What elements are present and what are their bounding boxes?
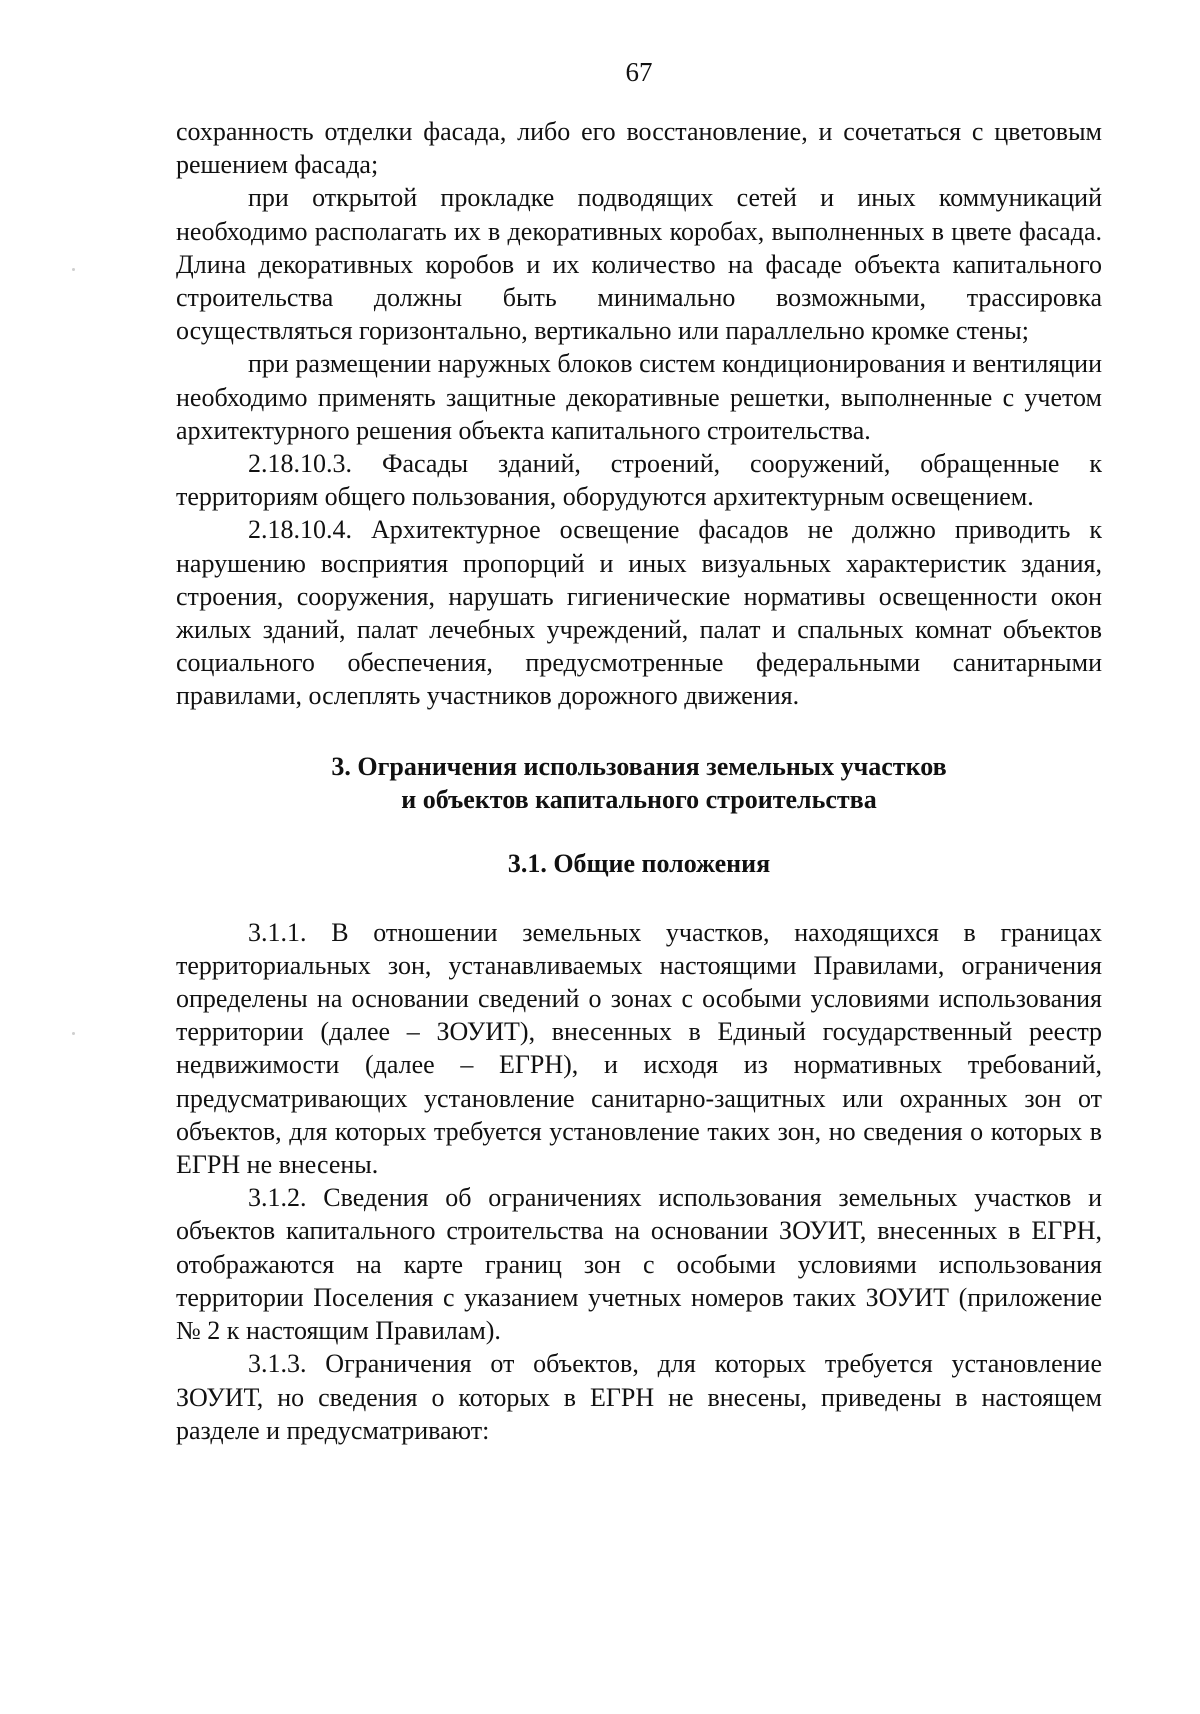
section-heading [176,750,1102,816]
paragraph-2-18-10-3: 2.18.10.3. Фасады зданий, строений, сооружений, обращенные к территориям общего пользования, оборудуются архитектурным освещением. [176,449,1102,512]
spacer [176,713,1102,750]
subsection-heading: 3.1. Общие положения [507,848,771,878]
page-number: 67 [625,57,653,87]
section-heading-line-1: 3. Ограничения использования земельных участков [331,751,947,781]
paragraph-networks: при открытой прокладке подводящих сетей и иных коммуникаций необходимо располагать их в декоративных коробах, выполненных в цвете фасада. Длина декоративных коробов и их количество на фасаде объекта капитального строительства должны быть минимально возможными, трассировка осуществляться горизонтально, вертикально или параллельно кромке стены; [176,183,1102,346]
paragraph-3-1-1: 3.1.1. В отношении земельных участков, находящихся в границах территориальных зон, устанавливаемых настоящими Правилами, ограничения определены на основании сведений о зонах с особыми условиями использования территории (далее – ЗОУИТ), внесенных в Единый государственный реестр недвижимости (далее – ЕГРН), и исходя из нормативных требований, предусматривающих установление санитарно-защитных или охранных зон от объектов, для которых требуется установление таких зон, но сведения о которых в ЕГРН не внесены. [176,917,1102,1180]
document-body [176,115,1102,1447]
section-heading-line-2: и объектов капитального строительства [401,784,877,814]
scan-speck [72,268,75,271]
paragraph-facade-finish: сохранность отделки фасада, либо его восстановление, и сочетаться с цветовым решением фасада; [176,117,1102,180]
paragraph-air-conditioning: при размещении наружных блоков систем кондиционирования и вентиляции необходимо применять защитные декоративные решетки, выполненные с учетом архитектурного решения объекта капитального строительства. [176,349,1102,445]
spacer [176,816,1102,847]
paragraph-3-1-2: 3.1.2. Сведения об ограничениях использования земельных участков и объектов капитального строительства на основании ЗОУИТ, внесенных в ЕГРН, отображаются на карте границ зон с особыми условиями использования территории Поселения с указанием учетных номеров таких ЗОУИТ (приложение № 2 к настоящим Правилам). [176,1183,1102,1346]
paragraph-3-1-3: 3.1.3. Ограничения от объектов, для которых требуется установление ЗОУИТ, но сведения о которых в ЕГРН не внесены, приведены в настоящем разделе и предусматривают: [176,1349,1102,1445]
spacer [176,880,1102,916]
paragraph-2-18-10-4: 2.18.10.4. Архитектурное освещение фасадов не должно приводить к нарушению восприятия пропорций и иных визуальных характеристик здания, строения, сооружения, нарушать гигиенические нормативы освещенности окон жилых зданий, палат лечебных учреждений, палат и спальных комнат объектов социального обеспечения, предусмотренные федеральными санитарными правилами, ослеплять участников дорожного движения. [176,515,1102,711]
scan-speck [72,1032,75,1035]
